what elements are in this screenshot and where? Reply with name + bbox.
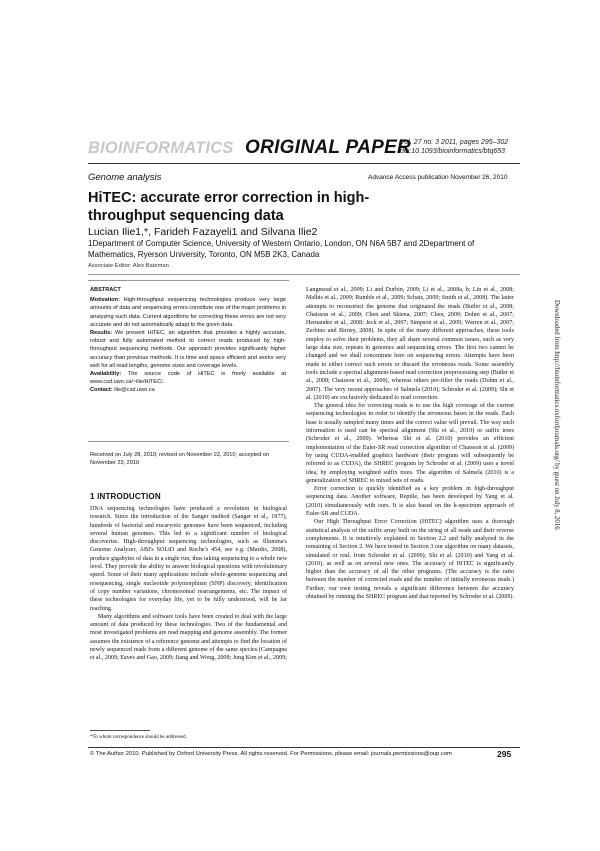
affiliations: 1Department of Computer Science, University of Western Ontario, London, ON N6A 5B7 and 2Department of Mathematics, Ryerson University, Toronto, ON M5B 2K3, Canada xyxy=(88,239,475,259)
paragraph: Our High Throughput Error Correction (HiTEC) algorithm uses a thorough statistical analysis of the suffix array built on the string of all reads and their reverse complements. It is intuitively explained in Section 2.2 and fully analyzed in the remaining of Section 2. We have tested in Section 3 our algorithm on many datasets, simulated or real, from Schroder et al. (2009), Shi et al. (2010) and Yang et al. (2010), as well as on several new ones. The accuracy of HiTEC is significantly higher than the accuracy of all the other programs. (The accuracy is the ratio between the number of corrected reads and the number of initially erroneous reads.) Further, our own testing reveals a significant difference between the accuracy obtained by running the SHREC program and that reported by Schroder et al. (2009). xyxy=(306,519,514,600)
footnote-rule xyxy=(90,730,150,731)
advance-access-note: Advance Access publication November 26, 2010 xyxy=(368,174,508,181)
abstract xyxy=(90,286,286,395)
paper-title: HiTEC: accurate error correction in high-throughput sequencing data xyxy=(88,190,370,224)
received-dates: Received on July 28, 2010; revised on November 22, 2010; accepted on November 23, 2010 xyxy=(90,452,270,467)
body-column-left xyxy=(90,505,287,663)
motivation-text: High-throughput sequencing technologies produce very large amounts of data and sequencing errors constitute one of the major problems in analyzing such data. Current algorithms for correcting these errors are not very accurate and do not automatically adapt to the given data. xyxy=(90,297,286,328)
associate-editor: Associate Editor: Alex Bateman xyxy=(88,263,169,269)
copyright-notice: © The Author 2010. Published by Oxford University Press. All rights reserved. For Permissions, please email: journals.permissions@oup.com xyxy=(90,751,452,757)
abstract-results xyxy=(90,329,286,370)
results-label: Results: xyxy=(90,330,113,337)
page-number: 295 xyxy=(497,749,512,759)
header-rule xyxy=(88,163,520,164)
abstract-motivation xyxy=(90,296,286,329)
abstract-availability xyxy=(90,370,286,386)
doi[interactable]: doi:10.1093/bioinformatics/btq653 xyxy=(400,148,506,155)
paragraph: Langmead et al., 2009; Li and Durbin, 2009; Li et al., 2008a, b; Lin et al., 2008; Malhis et al., 2009; Rumble et al., 2009; Schatz, 2009; Smith et al., 2008). The latter attempts to reconstruct the genome that originated the reads (Butler et al., 2008; Chaisson et al., 2009; Chen and Skiena, 2007; Chen, 2009; Dohm et al., 2007; Hernandez et al., 2008; Jeck et al., 2007; Simpson et al., 2009; Warren et al., 2007; Zerbino and Birney, 2008). In spite of the many different approaches, these tools employ to solve their problems, they all share several common issues, such as very large data size, repeats in genomes and sequencing errors. The first two cannot be changed and we shall concentrate here on sequencing errors. Attempts have been made to either correct such errors or discard the erroneous reads. Some assembly tools include a spectral alignment-based read correction preprocessing step (Butler et al., 2008; Chaisson et al., 2009), whereas others pre-filter the reads (Dohm et al., 2007). The very recent approaches of Salmela (2010); Schroder et al. (2009); Shi et al. (2010) are exclusively dedicated to read correction. xyxy=(306,287,514,401)
paragraph: The general idea for correcting reads is to use the high coverage of the current sequencing technologies in order to identify the erroneous bases in the reads. Each base is usually sampled many times and the correct value will prevail. The way such information is used can be spectral alignment (Shi et al., 2010) or suffix trees (Schroder et al., 2009). Whereas Shi et al. (2010) provides an efficient implementation of the Euler-SR read correction algorithm of Chaisson et al. (2009) by using CUDA-enabled graphics hardware (their program will subsequently be referred to as CUDA), the SHREC program by Schroder et al. (2009) uses a novel idea, by employing weighted suffix trees. The algorithm of Salmela (2010) is a generalization of SHREC to mixed sets of reads. xyxy=(306,403,514,484)
volume-line: Vol. 27 no. 3 2011, pages 295–302 xyxy=(400,139,509,146)
download-note[interactable]: Downloaded from http://bioinformatics.oxfordjournals.org/ by guest on July 8, 2016 xyxy=(553,300,560,530)
contact-email[interactable]: ilie@csd.uwo.ca xyxy=(114,387,155,394)
contact-label: Contact: xyxy=(90,387,113,394)
abstract-heading: ABSTRACT xyxy=(90,287,121,293)
footer-rule xyxy=(88,747,520,748)
motivation-label: Motivation: xyxy=(90,297,120,304)
paper-type: ORIGINAL PAPER xyxy=(245,137,412,158)
affiliation-rule xyxy=(88,274,520,275)
authors: Lucian Ilie1,*, Farideh Fazayeli1 and Silvana Ilie2 xyxy=(88,226,318,238)
volume-info xyxy=(400,138,508,156)
section-label: Genome analysis xyxy=(88,172,162,183)
paragraph: DNA sequencing technologies have produced a revolution in biological research. Since the introduction of the Sanger method (Sanger et al., 1977), hundreds of bacterial and eucaryotic genomes have been sequenced, including several human genomes. This led to a significant number of biological discoveries. High-throughput sequencing technologies, such as Illumina's Genome Analyzer, ABI's SOLiD and Roche's 454, see e.g. (Mardis, 2008), produce gigabytes of data in a single run, thus taking sequencing to a whole new level. They provide the ability to answer biological questions with revolutionary speed. Some of their many applications include whole-genome sequencing and resequencing, single nucleotide polymorphism (SNP) discovery, identification of copy number variations, chromosomal rearrangements, etc. The impact of these technologies for everyday life, yet to be fully understood, will be far reaching. xyxy=(90,506,287,612)
body-column-right xyxy=(306,286,514,601)
paragraph: Error correction is quickly identified as a key problem in high-throughput sequencing data. Another software, Reptile, has been developed by Yang et al. (2010) simultaneously with ours. It is also based on the k-spectrum approach of Euler-SR and CUDA. xyxy=(306,486,514,518)
availability-text[interactable]: The source code of HiTEC is freely available at www.csd.uwo.ca/~ilie/HiTEC/. xyxy=(90,371,287,386)
journal-name: BIOINFORMATICS xyxy=(88,139,234,157)
availability-label: Availability: xyxy=(90,371,122,378)
abstract-contact xyxy=(90,386,286,394)
paragraph: Many algorithms and software tools have been created to deal with the large amount of data produced by these technologies. Two of the fundamental and most investigated problems are read mapping and genome assembly. The former assumes the existence of a reference genome and attempts to find the location of newly sequenced reads from a different genome of the same species (Campagna et al., 2009; Eaves and Gao, 2009; Jiang and Wong, 2008; Jung Kim et al., 2009; xyxy=(90,613,287,662)
footnote: *To whom correspondence should be addressed. xyxy=(90,735,187,740)
introduction-heading: 1 INTRODUCTION xyxy=(90,492,161,501)
results-text: We present HiTEC, an algorithm that provides a highly accurate, robust and fully automated method to correct reads produced by high-throughput sequencing methods. Our approach provides significantly higher accuracy than previous methods. It is time and space efficient and works very well for all read lengths, genome sizes and coverage levels. xyxy=(90,330,286,369)
